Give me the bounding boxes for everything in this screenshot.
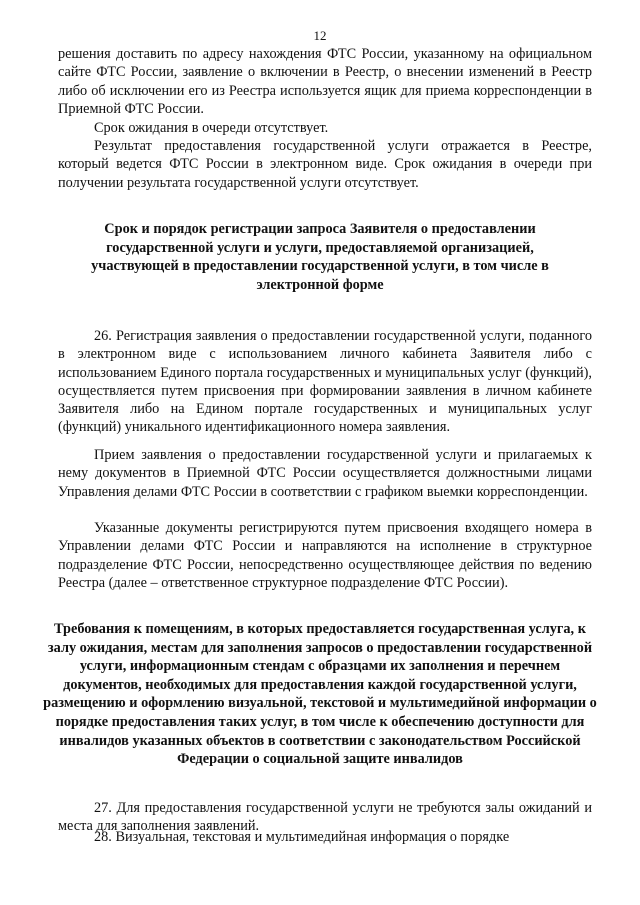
intro-paragraph-continued: решения доставить по адресу нахождения ФТС России, указанному на официальном сайте ФТС России, заявление о включении в Реестр, о внесении изменений в Реестр либо об исключении его из Реестра используется ящик для приема корреспонденции в Приемной ФТС России. bbox=[58, 46, 592, 117]
section-heading-registration: Срок и порядок регистрации запроса Заявителя о предоставлении государственной услуги и услуги, предоставляемой организацией, участвующей в предоставлении государственной услуги, в том числе в электронной форме bbox=[91, 221, 549, 293]
intro-paragraph-result: Результат предоставления государственной услуги отражается в Реестре, который ведется ФТС России в электронном виде. Срок ожидания в очереди при получении результата государственной услуги отсутствует. bbox=[58, 138, 592, 191]
paragraph-27: 27. Для предоставления государственной услуги не требуются залы ожиданий и места для заполнения заявлений. bbox=[58, 800, 592, 835]
paragraph-reception: Прием заявления о предоставлении государственной услуги и прилагаемых к нему документов в Приемной ФТС России осуществляется должностными лицами Управления делами ФТС России в соответствии с графиком выемки корреспонденции. bbox=[58, 447, 592, 500]
paragraph-registration-docs: Указанные документы регистрируются путем присвоения входящего номера в Управлении делами ФТС России и направляются на исполнение в структурное подразделение ФТС России, непосредственно осуществляющее действия по ведению Реестра (далее – ответственное структурное подразделение ФТС России). bbox=[58, 520, 592, 591]
paragraph-28: 28. Визуальная, текстовая и мультимедийная информация о порядке bbox=[94, 829, 510, 845]
section-heading-premises: Требования к помещениям, в которых предоставляется государственная услуга, к залу ожидания, местам для заполнения запросов о предоставлении государственной услуги, информационным стендам с образцами их заполнения и перечнем документов, необходимых для предоставления каждой государственной услуги, размещению и оформлению визуальной, текстовой и мультимедийной информации о порядке предоставления таких услуг, в том числе к обеспечению доступности для инвалидов указанных объектов в соответствии с законодательством Российской Федерации о социальной защите инвалидов bbox=[43, 621, 597, 768]
intro-paragraph-queue: Срок ожидания в очереди отсутствует. bbox=[94, 120, 329, 136]
page-number: 12 bbox=[313, 28, 327, 43]
paragraph-26: 26. Регистрация заявления о предоставлении государственной услуги, поданного в электронном виде с использованием личного кабинета Заявителя либо с использованием Единого портала государственных и муниципальных услуг (функций), осуществляется путем присвоения при формировании заявления в личном кабинете Заявителя либо на Едином портале государственных и муниципальных услуг (функций) уникального идентификационного номера заявления. bbox=[58, 328, 592, 436]
